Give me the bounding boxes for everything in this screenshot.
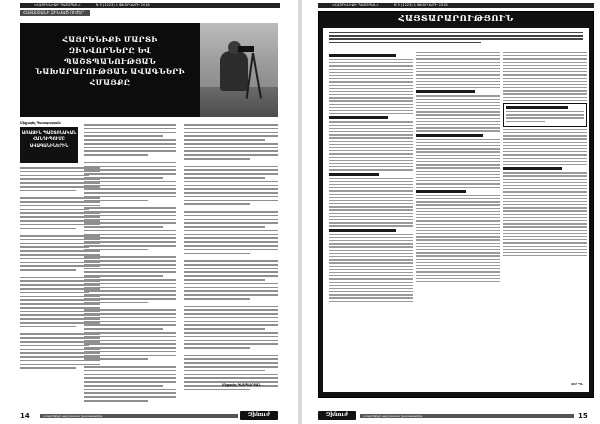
section-label: ՀԱՅԱՍՏԱՆԻ ԶԻՆՎԱԾ ՈՒԺԵՐ [20,10,90,16]
sidebar-heading: ԱՌԱՋԻՆ ՊԱՇՏՈՆԱԿԱՆ ՀԱՆԴԻՊՈՒՄԸ ԱՎԱԳԱՆԻՆԵՐԻՆ [21,131,77,149]
newspaper-logo: Զինուժ [240,411,278,420]
page-number-right: 15 [578,412,588,420]
announcement-column-3 [503,52,587,258]
text-column-2 [84,124,176,404]
left-topbar-title: «ՀԱՅՐԵՆԻՔԻ ՊԱՇՏՊԱՆ» [34,3,81,7]
announcement-column-1 [329,52,413,304]
left-page [0,0,298,424]
soldier-figure [220,51,248,91]
left-topbar-date: N 5 (1223) 1 ՓԵՏՐՎԱՐԻ 2018 [95,3,150,7]
left-footer-strip: «Հայրենիքի պաշտպան» շաբաթաթերթ [40,414,238,418]
right-topbar [318,3,594,8]
announcement-frame [318,11,594,398]
binoculars [238,46,254,52]
article-headline: ՀԱՅՐԵՆԻՔԻ ՄԱՐՏԻ ԶԻՆՎՈՐՆԵՐԸ ԵՎ ՊԱՇՏՊԱՆՈՒԹՅԱՆ ՆԱԽԱՐԱՐՈՒԹՅԱՆ ԱՎԱԳՆԵՐԻ ՀՄԱՅՔԸ [35,35,185,88]
announcement-signoff: ԶՈՒ ՊՆ [571,382,583,386]
announcement-intro [329,32,583,45]
photo-ground [200,87,278,117]
text-column-3 [184,124,278,392]
newspaper-logo: Զինուժ [318,411,356,420]
right-topbar-title: «ՀԱՅՐԵՆԻՔԻ ՊԱՇՏՊԱՆ» [332,3,379,7]
right-topbar-date: N 5 (1223) 1 ՓԵՏՐՎԱՐԻ 2018 [393,3,448,7]
announcement-title: ՀԱՅՏԱՐԱՐՈՒԹՅՈՒՆ [398,14,514,24]
announcement-column-2 [416,52,500,284]
left-topbar [20,3,280,8]
highlight-box [503,103,587,127]
right-page [302,0,600,424]
announcement-body [323,28,589,392]
article-byline: Միքայել Գասպարյան [20,121,61,125]
article-signature: Միքայել ԳԱՍՊԱՐՅԱՆ [222,383,261,387]
soldier-photo [200,23,278,117]
sidebar-box [20,127,78,163]
page-number-left: 14 [20,412,30,420]
right-footer-strip: «Հայրենիքի պաշտպան» շաբաթաթերթ [360,414,574,418]
headline-box [20,23,200,117]
